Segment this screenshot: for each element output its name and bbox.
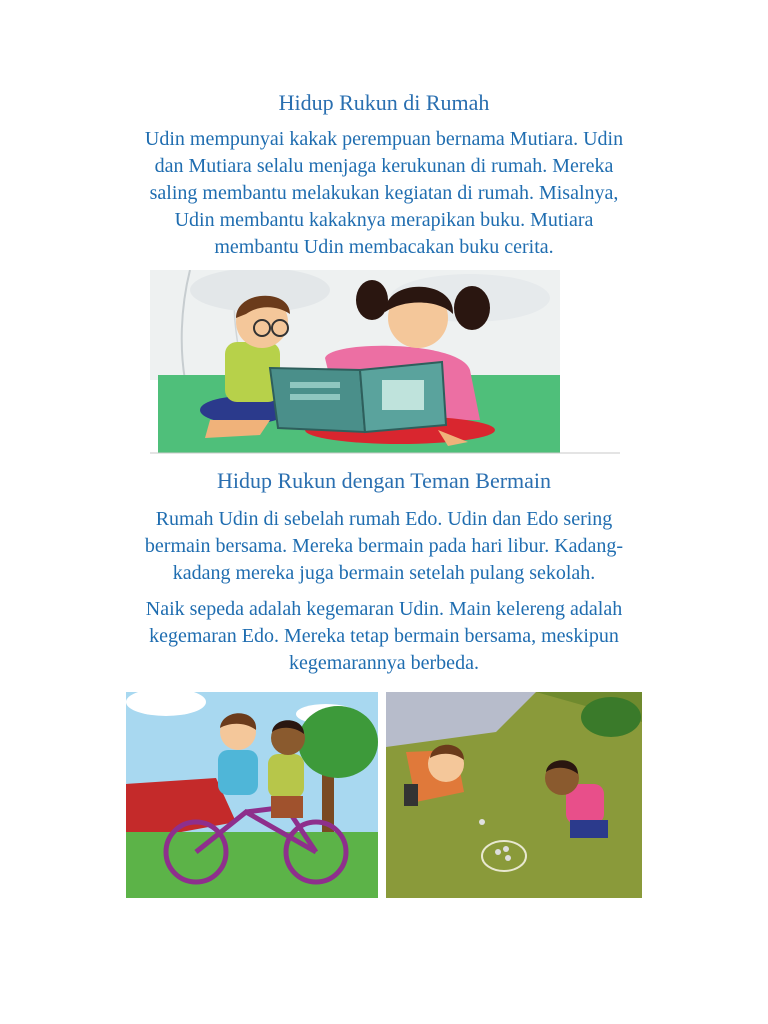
paragraph-line: Udin membantu kakaknya merapikan buku. Mutiara <box>174 209 594 231</box>
paragraph-line: membantu Udin membacakan buku cerita. <box>214 236 554 258</box>
paragraph-line: Udin mempunyai kakak perempuan bernama Mutiara. Udin <box>144 128 624 150</box>
section2-paragraph-1 <box>96 506 672 587</box>
illustration-boys-riding-bicycle <box>126 692 378 898</box>
paragraph-line: dan Mutiara selalu menjaga kerukunan di rumah. Mereka <box>154 155 614 177</box>
paragraph-line: kegemaran Edo. Mereka tetap bermain bersama, meskipun <box>149 625 619 647</box>
section1-paragraph <box>96 126 672 261</box>
section1-title: Hidup Rukun di Rumah <box>278 90 490 115</box>
paragraph-line: Naik sepeda adalah kegemaran Udin. Main kelereng adalah <box>145 598 623 620</box>
reading-scene-drawing <box>150 270 620 455</box>
paragraph-line: kegemarannya berbeda. <box>289 652 479 674</box>
bike-scene-drawing <box>126 692 378 898</box>
paragraph-line: bermain bersama. Mereka bermain pada hari libur. Kadang- <box>144 535 624 557</box>
section2-paragraph-2 <box>96 596 672 677</box>
marbles-scene-drawing <box>386 692 642 898</box>
paragraph-line: saling membantu melakukan kegiatan di rumah. Misalnya, <box>149 182 619 204</box>
illustration-boys-playing-marbles <box>386 692 642 898</box>
section2-title: Hidup Rukun dengan Teman Bermain <box>216 468 552 493</box>
illustration-children-reading-book <box>150 270 620 455</box>
paragraph-line: Rumah Udin di sebelah rumah Edo. Udin dan Edo sering <box>155 508 613 530</box>
paragraph-line: kadang mereka juga bermain setelah pulang sekolah. <box>172 562 596 584</box>
